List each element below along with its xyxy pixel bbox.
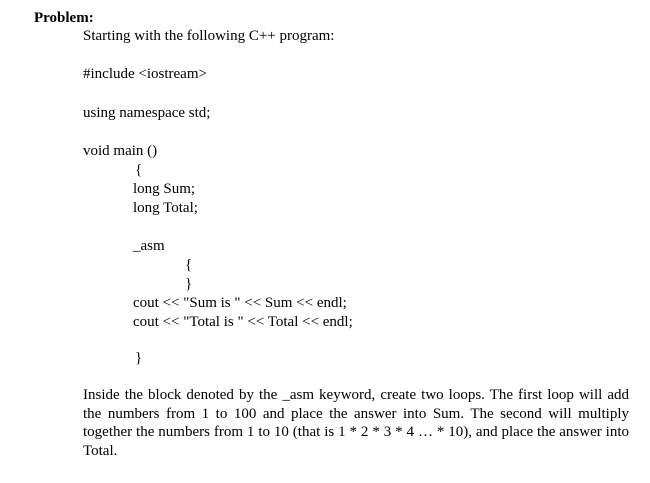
instructions-paragraph: Inside the block denoted by the _asm keyword, create two loops. The first loop will add the numbers from 1 to 100 and place the answer into Sum. The second will multiply together the numbers from 1 to 10 (that is 1 * 2 * 3 * 4 … * 10), and place the answer into Total. xyxy=(83,387,629,460)
code-asm-keyword: _asm xyxy=(133,238,165,254)
code-cout-sum-line: cout << "Sum is " << Sum << endl; xyxy=(133,295,347,311)
intro-text: Starting with the following C++ program: xyxy=(83,28,335,44)
problem-heading: Problem: xyxy=(34,10,94,26)
code-using-line: using namespace std; xyxy=(83,105,211,121)
code-main-close-brace: } xyxy=(135,350,143,366)
code-main-signature: void main () xyxy=(83,143,158,159)
code-total-declaration: long Total; xyxy=(133,200,198,216)
code-main-open-brace: { xyxy=(135,162,143,178)
code-asm-close-brace: } xyxy=(185,276,193,292)
code-cout-total-line: cout << "Total is " << Total << endl; xyxy=(133,314,353,330)
code-sum-declaration: long Sum; xyxy=(133,181,196,197)
code-include-line: #include <iostream> xyxy=(83,66,207,82)
code-asm-open-brace: { xyxy=(185,257,193,273)
